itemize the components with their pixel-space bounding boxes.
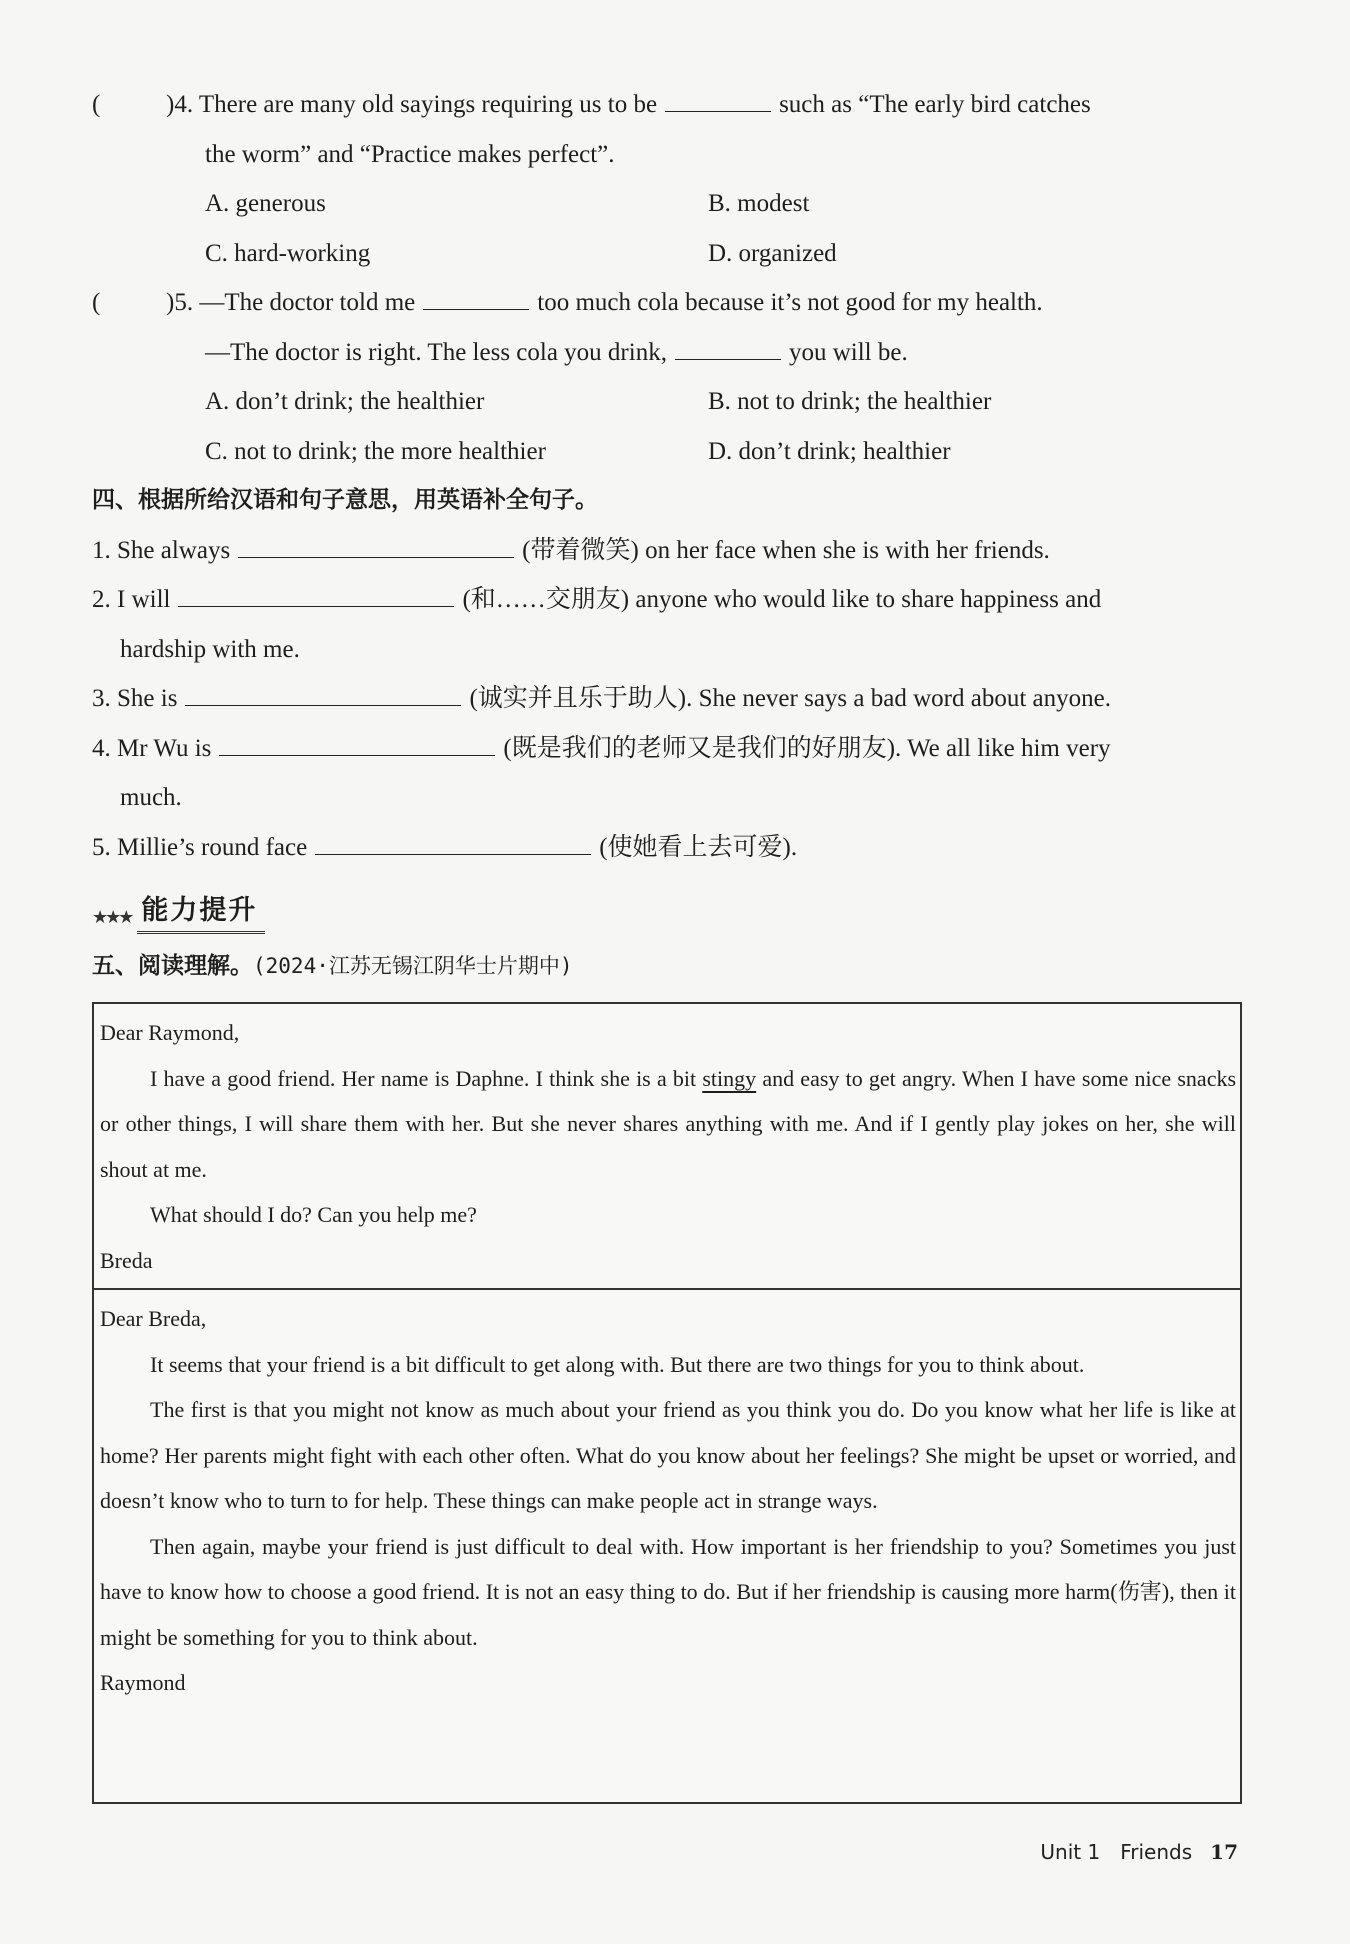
- q5-options-row-1: [92, 377, 1252, 427]
- letter1-paragraph-2: What should I do? Can you help me?: [150, 1202, 477, 1227]
- item-prefix: 1. She always: [92, 536, 231, 564]
- footer-title: Friends: [1120, 1840, 1193, 1864]
- item-prefix: 4. Mr Wu is: [92, 734, 212, 762]
- q4-stem-b: such as “The early bird catches: [779, 91, 1091, 118]
- q4-stem-a: )4. There are many old sayings requiring us to be: [166, 91, 658, 118]
- fill-item-2: [92, 575, 1252, 625]
- p1-text-b: and easy to get angry. When I have some nice snacks or other things, I will share them with her. But she never shares anything with me. And if I gently play jokes on her, she will shout at me.: [100, 1065, 1237, 1182]
- footer-unit: Unit 1: [1040, 1840, 1101, 1864]
- p1-text-a: I have a good friend. Her name is Daphne. I think she is a bit: [150, 1065, 697, 1091]
- letter1-paragraph-1: [100, 1056, 1236, 1193]
- item-suffix: (既是我们的老师又是我们的好朋友). We all like him very: [503, 734, 1111, 762]
- option-d[interactable]: D. organized: [708, 239, 837, 267]
- underlined-word: stingy: [702, 1065, 757, 1091]
- item-suffix: (使她看上去可爱).: [599, 833, 798, 861]
- item-suffix: (诚实并且乐于助人). She never says a bad word about anyone.: [469, 685, 1111, 712]
- fill-item-5: [92, 823, 1252, 873]
- page-footer: [1040, 1840, 1238, 1864]
- q4-options-row-2: [92, 229, 1252, 279]
- ability-heading: [92, 878, 1252, 944]
- item-prefix: 3. She is: [92, 685, 178, 712]
- section-4-title: 四、根据所给汉语和句子意思，用英语补全句子。: [92, 487, 598, 513]
- q5-stem-b: too much cola because it’s not good for my health.: [537, 289, 1043, 316]
- letter2-paragraph-1: It seems that your friend is a bit difficult to get along with. But there are two things for you to think about.: [150, 1351, 1085, 1377]
- letter1-greeting: Dear Raymond,: [100, 1020, 240, 1045]
- q5-blank-1[interactable]: [423, 285, 529, 310]
- ability-title: 能力提升: [137, 888, 265, 934]
- q5-stem-a: )5. —The doctor told me: [166, 289, 416, 316]
- item-prefix: 5. Millie’s round face: [92, 833, 308, 861]
- fill-blank-3[interactable]: [185, 681, 461, 706]
- answer-bracket[interactable]: (: [92, 91, 101, 118]
- letter-from-raymond: [94, 1290, 1240, 1706]
- reading-passage-box: [92, 1002, 1242, 1804]
- answer-bracket[interactable]: (: [92, 289, 101, 316]
- section-5-label: 五、阅读理解。: [92, 953, 253, 979]
- q5-blank-2[interactable]: [675, 335, 781, 360]
- option-b[interactable]: B. not to drink; the healthier: [708, 388, 992, 415]
- q5-stem-c: —The doctor is right. The less cola you drink,: [205, 338, 667, 366]
- item-prefix: 2. I will: [92, 586, 171, 613]
- q5-stem-d: you will be.: [788, 338, 908, 366]
- fill-blank-4[interactable]: [219, 731, 495, 756]
- section-5-title: [92, 944, 1252, 988]
- q5-reply: [92, 328, 1252, 378]
- letter2-signature: Raymond: [100, 1670, 186, 1695]
- fill-blank-2[interactable]: [178, 582, 454, 607]
- item-suffix: (和……交朋友) anyone who would like to share happiness and: [462, 586, 1102, 613]
- option-d[interactable]: D. don’t drink; healthier: [708, 437, 951, 465]
- fill-item-1: [92, 526, 1252, 576]
- option-b[interactable]: B. modest: [708, 190, 810, 217]
- option-a[interactable]: A. don’t drink; the healthier: [205, 388, 485, 415]
- stars-icon: ★★★: [92, 906, 132, 927]
- letter-from-breda: [94, 1004, 1240, 1288]
- fill-blank-5[interactable]: [315, 830, 591, 855]
- option-a[interactable]: A. generous: [205, 190, 326, 217]
- fill-item-4-cont: much.: [120, 784, 182, 811]
- section-5-source: (2024·江苏无锡江阴华士片期中): [253, 954, 573, 978]
- fill-item-2-cont: hardship with me.: [120, 635, 300, 663]
- exercise-content: [92, 80, 1252, 988]
- letter1-signature: Breda: [100, 1247, 153, 1273]
- question-5: [92, 278, 1252, 328]
- letter2-paragraph-2: The first is that you might not know as much about your friend as you think you do. Do you know what her life is like at home? Her parents might fight with each other often. What do you know about her feelings? She might be upset or worried, and doesn’t know who to turn to for help. These things can make people act in strange ways.: [100, 1397, 1236, 1513]
- letter2-greeting: Dear Breda,: [100, 1306, 207, 1331]
- letter2-paragraph-3: Then again, maybe your friend is just difficult to deal with. How important is her friendship to you? Sometimes you just have to know how to choose a good friend. It is not an easy thing to do. But if her friendship is causing more harm(伤害), then it might be something for you to think about.: [100, 1533, 1236, 1650]
- q4-stem-cont: the worm” and “Practice makes perfect”.: [205, 140, 615, 168]
- fill-item-3: [92, 674, 1252, 724]
- option-c[interactable]: C. hard-working: [205, 239, 371, 267]
- fill-blank-1[interactable]: [238, 533, 514, 558]
- option-c[interactable]: C. not to drink; the more healthier: [205, 437, 546, 465]
- q4-options-row-1: [92, 179, 1252, 229]
- page-number: 17: [1210, 1840, 1238, 1864]
- q5-options-row-2: [92, 427, 1252, 477]
- question-4: [92, 80, 1252, 130]
- fill-item-4: [92, 724, 1252, 774]
- item-suffix: (带着微笑) on her face when she is with her friends.: [522, 536, 1050, 564]
- q4-blank[interactable]: [665, 87, 771, 112]
